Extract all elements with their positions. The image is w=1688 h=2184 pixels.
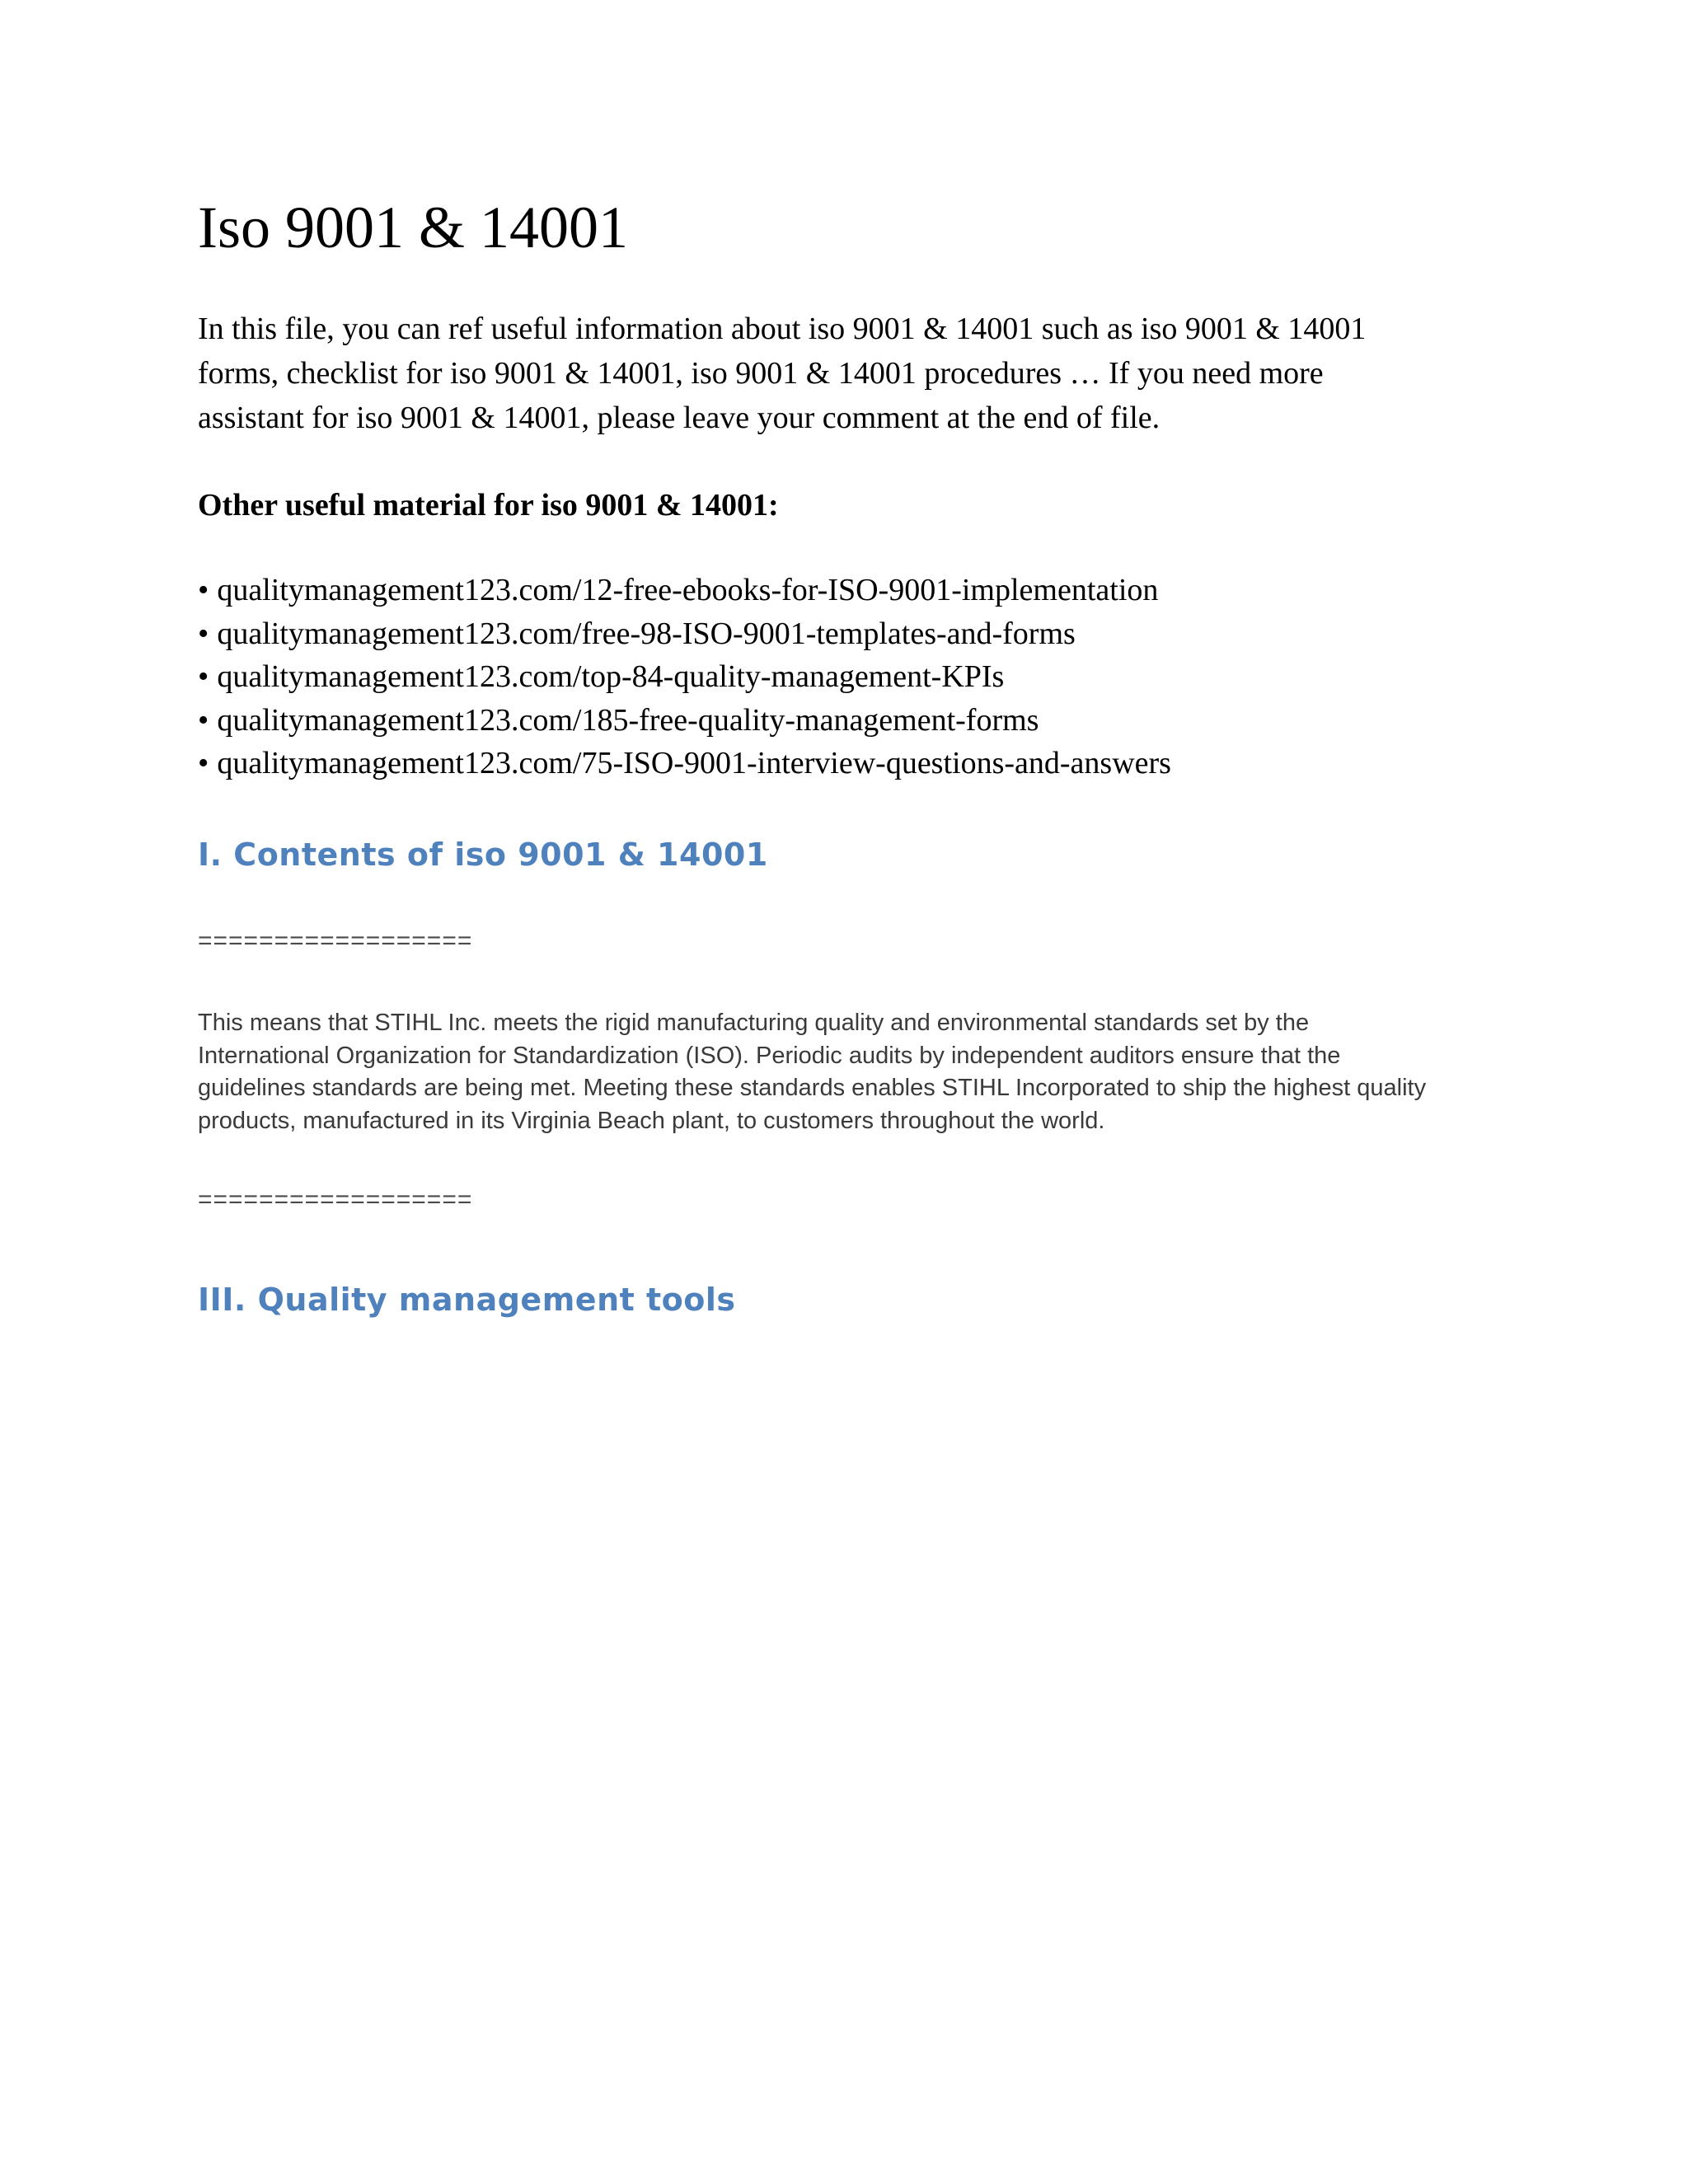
intro-line: assistant for iso 9001 & 14001, please leave your comment at the end of file. <box>198 401 1160 435</box>
material-link-list <box>198 569 1171 785</box>
section-heading-contents: I. Contents of iso 9001 & 14001 <box>198 837 768 873</box>
material-link[interactable]: qualitymanagement123.com/free-98-ISO-9001-templates-and-forms <box>217 616 1076 651</box>
other-material-heading: Other useful material for iso 9001 & 14001: <box>198 488 779 523</box>
bullet-icon: • <box>198 573 209 607</box>
material-link[interactable]: qualitymanagement123.com/185-free-quality-management-forms <box>217 702 1039 738</box>
intro-line: forms, checklist for iso 9001 & 14001, iso 9001 & 14001 procedures … If you need more <box>198 356 1324 391</box>
contents-paragraph <box>198 1007 1533 1137</box>
list-item <box>198 612 1171 656</box>
intro-line: In this file, you can ref useful information about iso 9001 & 14001 such as iso 9001 & 14001 <box>198 312 1367 346</box>
list-item <box>198 655 1171 699</box>
divider-bottom: ================== <box>198 1186 473 1213</box>
divider-top: ================== <box>198 927 473 954</box>
material-link[interactable]: qualitymanagement123.com/12-free-ebooks-for-ISO-9001-implementation <box>217 573 1159 607</box>
section-heading-quality-tools: III. Quality management tools <box>198 1282 736 1318</box>
list-item <box>198 699 1171 743</box>
material-link[interactable]: qualitymanagement123.com/top-84-quality-management-KPIs <box>217 659 1005 694</box>
bullet-icon: • <box>198 702 209 738</box>
body-line: This means that STIHL Inc. meets the rigid manufacturing quality and environmental standards set by the <box>198 1010 1310 1036</box>
bullet-icon: • <box>198 659 209 694</box>
material-link[interactable]: qualitymanagement123.com/75-ISO-9001-interview-questions-and-answers <box>217 746 1171 780</box>
list-item <box>198 742 1171 785</box>
body-line: products, manufactured in its Virginia Beach plant, to customers throughout the world. <box>198 1107 1105 1134</box>
document-title: Iso 9001 & 14001 <box>198 194 628 260</box>
body-line: guidelines standards are being met. Meeting these standards enables STIHL Incorporated to ship the highest quality <box>198 1075 1427 1101</box>
bullet-icon: • <box>198 746 209 780</box>
intro-paragraph <box>198 307 1533 440</box>
body-line: International Organization for Standardization (ISO). Periodic audits by independent auditors ensure that the <box>198 1042 1341 1069</box>
list-item <box>198 569 1171 612</box>
bullet-icon: • <box>198 616 209 651</box>
